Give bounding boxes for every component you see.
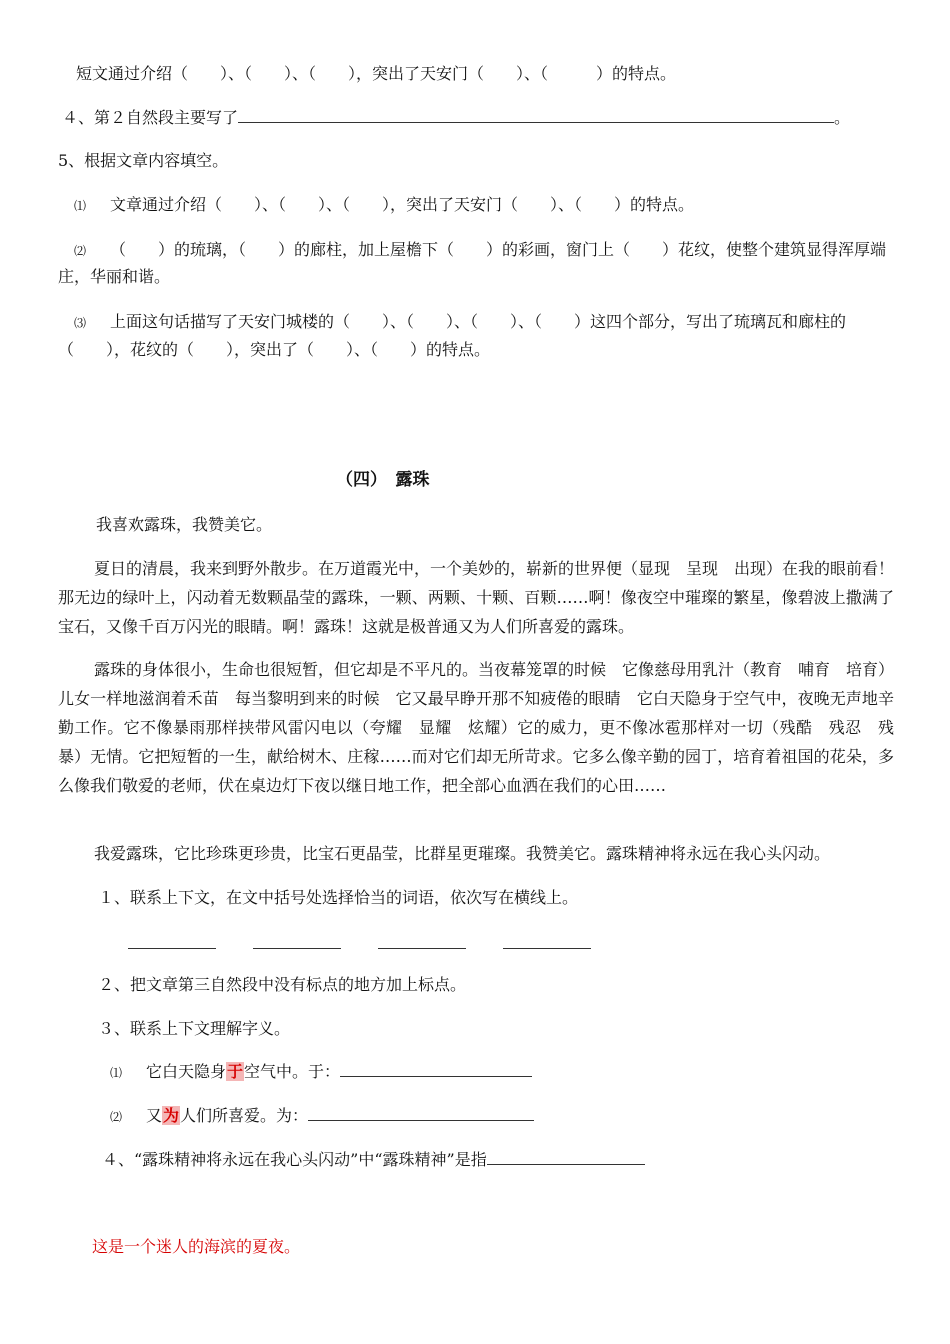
answer-line[interactable] — [503, 934, 591, 949]
answer-line[interactable] — [378, 934, 466, 949]
exercise-4-text: ４、“露珠精神将永远在我心头闪动”中“露珠精神”是指 — [102, 1150, 487, 1169]
summary-line: 短文通过介绍（ ）、（ ）、（ ），突出了天安门（ ）、（ ）的特点。 — [76, 64, 677, 83]
next-passage-start: 这是一个迷人的海滨的夏夜。 — [92, 1237, 301, 1256]
exercise-3-1-text: 它白天隐身 — [146, 1062, 227, 1081]
exercise-1-answer-lines — [128, 934, 591, 954]
exercise-2: ２、把文章第三自然段中没有标点的地方加上标点。 — [98, 975, 467, 994]
exercise-3: ３、联系上下文理解字义。 — [98, 1019, 291, 1038]
question-5-3-text-a: 上面这句话描写了天安门城楼的（ ）、（ ）、（ ）、（ ）这四个部分，写出了琉璃瓦和廊柱的 — [110, 312, 847, 331]
question-5-2-cont: 庄，华丽和谐。 — [58, 267, 171, 286]
answer-line[interactable] — [253, 934, 341, 949]
question-5-1 — [74, 195, 694, 216]
item-number: ⑴ — [74, 199, 87, 213]
question-4-text: ４、第２自然段主要写了 — [62, 108, 239, 127]
section-title: （四） 露珠 — [336, 470, 430, 490]
question-5: 5、根据文章内容填空。 — [58, 151, 229, 170]
question-5-3 — [74, 312, 846, 333]
answer-line[interactable] — [487, 1150, 645, 1165]
question-5-2-text-a: （ ）的琉璃，（ ）的廊柱，加上屋檐下（ ）的彩画，窗门上（ ）花纹，使整个建筑显得浑厚端 — [110, 240, 887, 259]
exercise-1: １、联系上下文，在文中括号处选择恰当的词语，依次写在横线上。 — [98, 888, 579, 907]
exercise-4 — [102, 1150, 645, 1170]
exercise-3-2-text-b: 人们所喜爱。为： — [180, 1106, 309, 1125]
question-4-end: 。 — [834, 108, 851, 127]
answer-line[interactable] — [308, 1106, 534, 1121]
passage-paragraph-2: 夏日的清晨，我来到野外散步。在万道霞光中，一个美妙的，崭新的世界便（显现 呈现 出现）在我的眼前看！那无边的绿叶上，闪动着无数颗晶莹的露珠，一颗、两颗、十颗、百颗……啊！像夜空中璀璨的繁星，像碧波上撒满了宝石，又像千百万闪光的眼睛。啊！露珠！这就是极普通又为人们所喜爱的露珠。 — [58, 559, 895, 636]
answer-line[interactable] — [340, 1062, 532, 1077]
exercise-3-2 — [110, 1106, 534, 1127]
question-5-3-cont: （ ），花纹的（ ），突出了（ ）、（ ）的特点。 — [58, 340, 491, 359]
item-number: ⑵ — [74, 244, 87, 258]
exercise-3-2-text: 又 — [146, 1106, 163, 1125]
highlighted-char: 于 — [227, 1062, 244, 1081]
question-4 — [62, 108, 850, 128]
item-number: ⑶ — [74, 316, 87, 330]
answer-line[interactable] — [128, 934, 216, 949]
passage-paragraph-3: 露珠的身体很小，生命也很短暂，但它却是不平凡的。当夜幕笼罩的时候 它像慈母用乳汁（教育 哺育 培育）儿女一样地滋润着禾苗 每当黎明到来的时候 它又最早睁开那不知疲倦的眼睛 它白天隐身于空气中，夜晚无声地辛勤工作。它不像暴雨那样挟带风雷闪电以（夸耀 显耀 炫耀）它的威力，更不像冰雹那样对一切（残酷 残忍 残暴）无情。它把短暂的一生，献给树木、庄稼……而对它们却无所苛求。它多么像辛勤的园丁，培育着祖国的花朵，多么像我们敬爱的老师，伏在桌边灯下夜以继日地工作，把全部心血洒在我们的心田…… — [58, 660, 895, 795]
exercise-3-1-text-b: 空气中。于： — [244, 1062, 341, 1081]
item-number: ⑴ — [110, 1066, 123, 1080]
passage-paragraph-4: 我爱露珠，它比珍珠更珍贵，比宝石更晶莹，比群星更璀璨。我赞美它。露珠精神将永远在我心头闪动。 — [94, 844, 831, 863]
exercise-3-1 — [110, 1062, 532, 1083]
question-5-2 — [74, 240, 886, 261]
highlighted-char: 为 — [163, 1106, 180, 1125]
item-number: ⑵ — [110, 1110, 123, 1124]
passage-paragraph-1: 我喜欢露珠，我赞美它。 — [96, 515, 273, 534]
answer-line[interactable] — [238, 108, 834, 123]
question-5-1-text: 文章通过介绍（ ）、（ ）、（ ），突出了天安门（ ）、（ ）的特点。 — [110, 195, 695, 214]
